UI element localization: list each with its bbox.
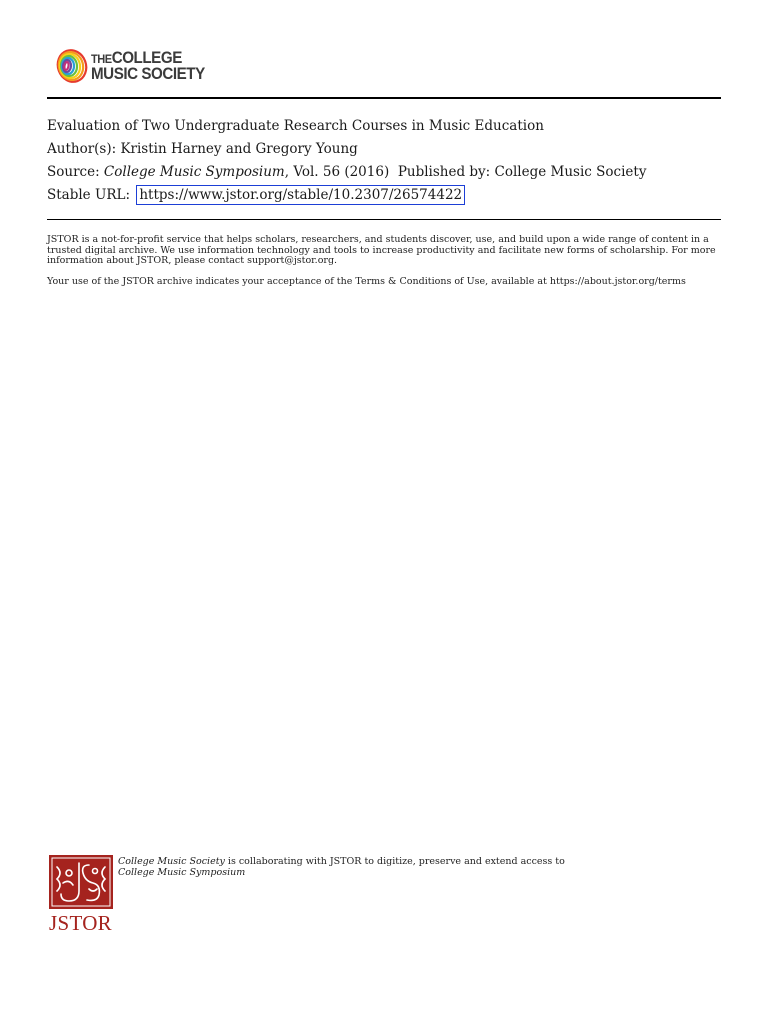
journal-title: College Music Symposium <box>103 164 285 180</box>
college-music-society-logo <box>52 46 215 86</box>
authors-label: Author(s): <box>47 141 117 157</box>
logo-the: THE <box>91 51 112 66</box>
collaboration-statement <box>118 857 718 878</box>
source-line <box>47 162 646 185</box>
article-title: Evaluation of Two Undergraduate Research Courses in Music Education <box>47 118 544 134</box>
collab-journal: College Music Symposium <box>118 866 246 878</box>
jstor-notice <box>47 235 719 297</box>
citation-block <box>47 116 646 208</box>
authors-value: Kristin Harney and Gregory Young <box>120 141 358 157</box>
authors-line <box>47 139 646 162</box>
stable-url-link[interactable]: https://www.jstor.org/stable/10.2307/26574422 <box>136 185 465 205</box>
top-divider <box>47 97 721 99</box>
notice-paragraph-2: Your use of the JSTOR archive indicates your acceptance of the Terms & Conditions of Use, available at https://about.jstor.org/terms <box>47 275 686 287</box>
source-label: Source: <box>47 164 100 180</box>
meta-divider <box>47 219 721 220</box>
notice-paragraph-1: JSTOR is a not-for-profit service that helps scholars, researchers, and students discover, use, and build upon a wide range of content in a trusted digital archive. We use information technology and tools to increase productivity and facilitate new forms of scholarship. For more information about JSTOR, please contact support@jstor.org. <box>47 234 716 266</box>
jstor-logo <box>49 855 113 934</box>
stable-url-label: Stable URL: <box>47 187 131 203</box>
collab-org: College Music Society <box>118 856 225 867</box>
collab-text: is collaborating with JSTOR to digitize, preserve and extend access to <box>224 856 565 867</box>
logo-college: COLLEGE <box>111 48 182 67</box>
publisher-name: College Music Society <box>494 164 647 180</box>
logo-music-society: MUSIC SOCIETY <box>91 64 205 83</box>
published-by-label: Published by: <box>397 164 491 180</box>
logo-wordmark <box>91 48 205 83</box>
jstor-wordmark: JSTOR <box>49 911 112 935</box>
volume-info: , Vol. 56 (2016) <box>284 164 390 180</box>
rainbow-loop-icon <box>52 47 88 85</box>
stable-url-line <box>47 185 646 208</box>
jstor-seal-icon <box>49 855 113 909</box>
